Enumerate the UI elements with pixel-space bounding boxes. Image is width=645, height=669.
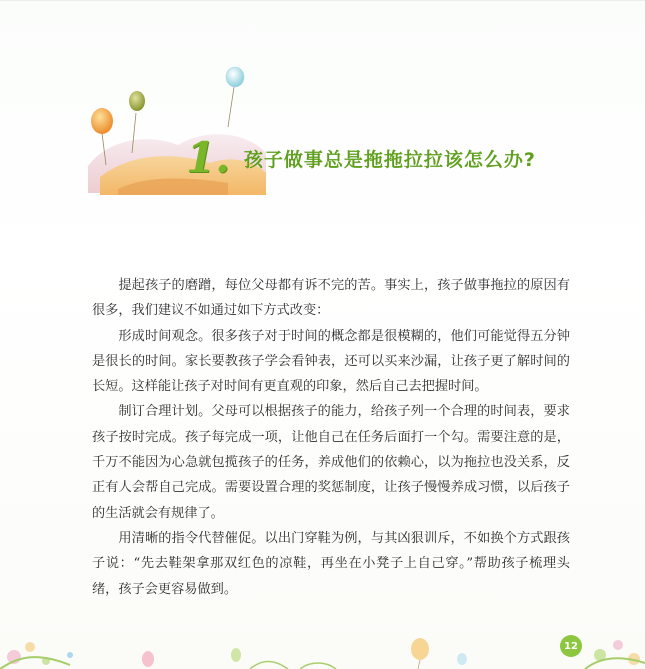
title-text: 孩子做事总是拖拖拉拉该怎么办? [243,148,536,171]
paragraph-time-concept: 形成时间观念。很多孩子对于时间的概念都是很模糊的，他们可能觉得五分钟是很长的时间。家长要教孩子学会看钟表，还可以买来沙漏，让孩子更了解时间的长短。这样能让孩子对时间有更直观的印象，然后自己去把握时间。 [92,328,570,395]
chapter-title [186,131,536,185]
bottom-decoration [0,625,645,669]
paragraph-instructions: 用清晰的指令代替催促。以出门穿鞋为例，与其凶狠训斥，不如换个方式跟孩子说：“先去鞋架拿那双红色的凉鞋，再坐在小凳子上自己穿。”帮助孩子梳理头绪，孩子会更容易做到。 [92,530,570,597]
paragraph-plan: 制订合理计划。父母可以根据孩子的能力，给孩子列一个合理的时间表，要求孩子按时完成。孩子每完成一项，让他自己在任务后面打一个勾。需要注意的是，千万不能因为心急就包揽孩子的任务，养成他们的依赖心，以为拖拉也没关系，反正有人会帮自己完成。需要设置合理的奖惩制度，让孩子慢慢养成习惯，以后孩子的生活就会有规律了。 [92,404,570,521]
blue-balloon [226,67,244,87]
page-number-badge: 12 [560,635,582,657]
center-flowers [142,638,467,669]
paragraph-intro: 提起孩子的磨蹭，每位父母都有诉不完的苦。事实上，孩子做事拖拉的原因有很多，我们建议不如通过如下方式改变： [92,278,570,319]
body-text [92,273,570,602]
title-number: 1. [186,133,230,182]
orange-balloon [91,108,113,134]
olive-balloon [129,91,145,111]
left-flowers [0,642,73,669]
right-flowers [585,640,645,669]
